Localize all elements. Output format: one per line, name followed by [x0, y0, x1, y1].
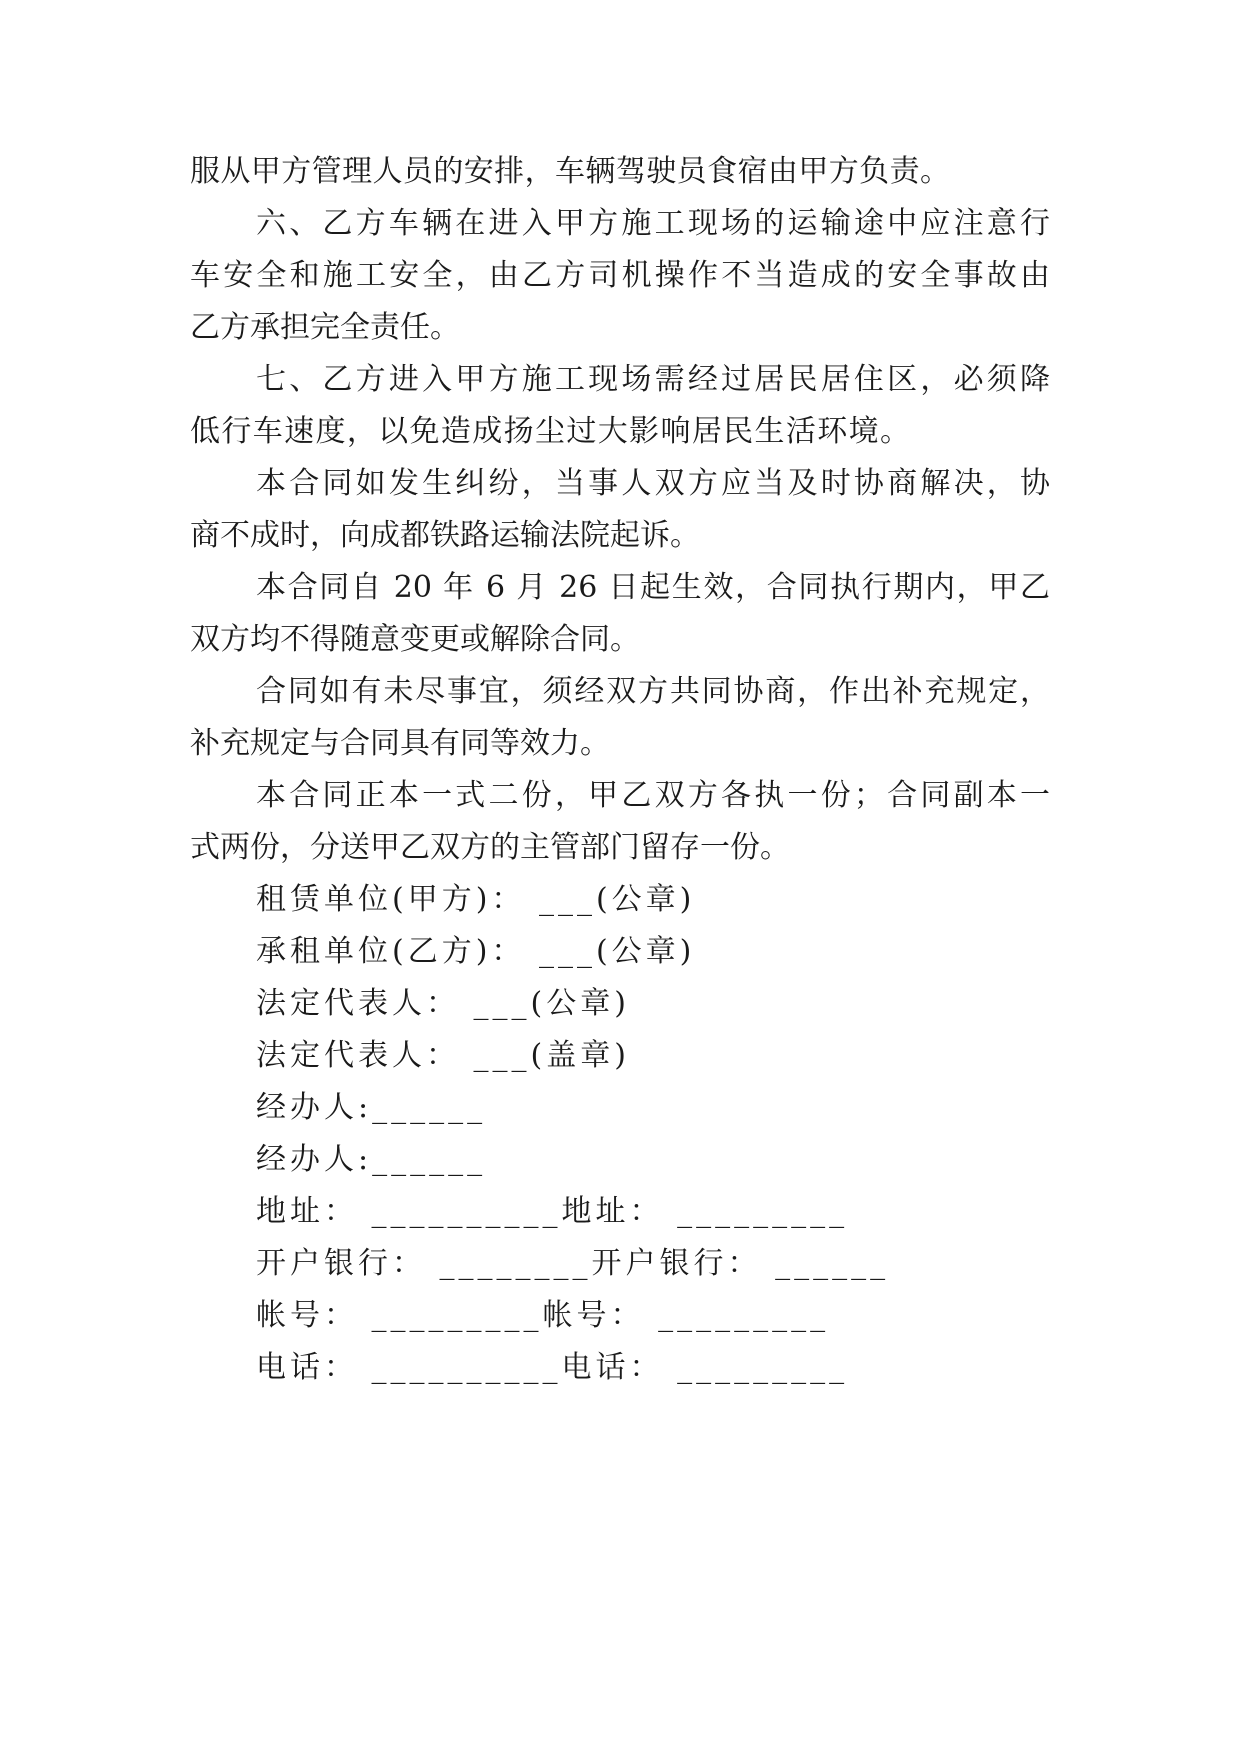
- text-line: 本合同正本一式二份，甲乙双方各执一份；合同副本一: [256, 778, 1050, 813]
- lessor-signature-line: 租赁单位(甲方)： ___(公章): [256, 882, 696, 917]
- text-line: 车安全和施工安全，由乙方司机操作不当造成的安全事故由: [190, 258, 1050, 293]
- text-line: 六、乙方车辆在进入甲方施工现场的运输途中应注意行: [256, 206, 1050, 241]
- text-line: 补充规定与合同具有同等效力。: [190, 726, 610, 761]
- text-line: 服从甲方管理人员的安排，车辆驾驶员食宿由甲方负责。: [190, 154, 950, 189]
- text-line: 合同如有未尽事宜，须经双方共同协商，作出补充规定，: [256, 674, 1050, 709]
- text-line: 低行车速度，以免造成扬尘过大影响居民生活环境。: [190, 414, 910, 449]
- agent-line: 经办人:______: [256, 1142, 487, 1177]
- bank-line: 开户银行： ________开户银行： ______: [256, 1246, 890, 1281]
- representative-line: 法定代表人： ___(公章): [256, 986, 630, 1021]
- account-line: 帐号： _________帐号： _________: [256, 1298, 830, 1333]
- text-line: 双方均不得随意变更或解除合同。: [190, 622, 640, 657]
- text-line: 本合同如发生纠纷，当事人双方应当及时协商解决，协: [256, 466, 1050, 501]
- text-line: 式两份，分送甲乙双方的主管部门留存一份。: [190, 830, 790, 865]
- address-line: 地址： __________地址： _________: [256, 1194, 849, 1229]
- phone-line: 电话： __________电话： _________: [256, 1350, 849, 1385]
- text-line: 商不成时，向成都铁路运输法院起诉。: [190, 518, 700, 553]
- lessee-signature-line: 承租单位(乙方)： ___(公章): [256, 934, 696, 969]
- agent-line: 经办人:______: [256, 1090, 487, 1125]
- text-line: 乙方承担完全责任。: [190, 310, 460, 345]
- representative-line: 法定代表人： ___(盖章): [256, 1038, 630, 1073]
- text-line: 七、乙方进入甲方施工现场需经过居民居住区，必须降: [256, 362, 1050, 397]
- text-line: 本合同自 20 年 6 月 26 日起生效，合同执行期内，甲乙: [256, 570, 1050, 605]
